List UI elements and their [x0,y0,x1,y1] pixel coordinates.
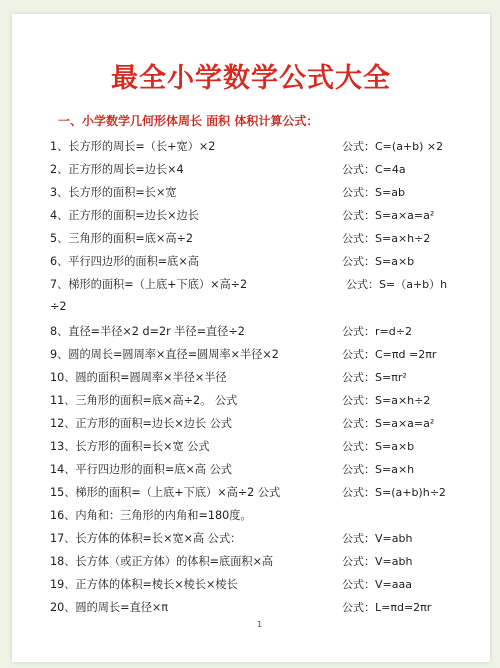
formula-line-14: 14、平行四边形的面积=底×高 公式 [50,463,232,476]
formula-line-18: 18、长方体（或正方体）的体积=底面积×高 [50,555,274,568]
formula-line-7: 7、梯形的面积=（上底+下底）×高÷2 [50,278,248,291]
formula-line-16: 16、内角和：三角形的内角和=180度。 [50,509,252,522]
formula-expression-8: 公式：r=d÷2 [342,325,412,338]
formula-line-20: 20、圆的周长=直径×π [50,601,169,614]
formula-expression-7: 公式：S=（a+b）h [346,278,448,291]
formula-line-17: 17、长方体的体积=长×宽×高 公式： [50,532,242,545]
formula-expression-2: 公式：C=4a [342,163,406,176]
formula-expression-6: 公式：S=a×b [342,255,415,268]
formula-line-9: 9、圆的周长=圆周率×直径=圆周率×半径×2 [50,348,279,361]
formula-expression-11: 公式：S=a×h÷2 [342,394,431,407]
formula-continuation: ÷2 [50,300,67,313]
formula-line-2: 2、正方形的周长=边长×4 [50,163,184,176]
formula-expression-20: 公式：L=πd=2πr [342,601,432,614]
page-title: 最全小学数学公式大全 [111,63,391,94]
formula-expression-10: 公式：S=πr² [342,371,407,384]
formula-line-15: 15、梯形的面积=（上底+下底）×高÷2 公式 [50,486,281,499]
document-page [12,14,490,662]
formula-expression-5: 公式：S=a×h÷2 [342,232,431,245]
formula-expression-15: 公式：S=(a+b)h÷2 [342,486,446,499]
formula-expression-14: 公式：S=a×h [342,463,415,476]
formula-line-19: 19、正方体的体积=棱长×棱长×棱长 [50,578,238,591]
formula-expression-12: 公式：S=a×a=a² [342,417,435,430]
formula-expression-4: 公式：S=a×a=a² [342,209,435,222]
formula-expression-1: 公式：C=(a+b) ×2 [342,140,444,153]
formula-line-3: 3、长方形的面积=长×宽 [50,186,177,199]
formula-line-13: 13、长方形的面积=长×宽 公式 [50,440,210,453]
formula-line-10: 10、圆的面积=圆周率×半径×半径 [50,371,227,384]
formula-expression-19: 公式：V=aaa [342,578,412,591]
formula-line-11: 11、三角形的面积=底×高÷2。 公式 [50,394,238,407]
formula-line-8: 8、直径=半径×2 d=2r 半径=直径÷2 [50,325,245,338]
formula-line-5: 5、三角形的面积=底×高÷2 [50,232,194,245]
formula-line-1: 1、长方形的周长=（长+宽）×2 [50,140,216,153]
formula-line-4: 4、正方形的面积=边长×边长 [50,209,199,222]
formula-expression-18: 公式：V=abh [342,555,413,568]
formula-expression-3: 公式：S=ab [342,186,405,199]
section-heading: 一、小学数学几何形体周长 面积 体积计算公式： [58,114,319,128]
formula-expression-9: 公式：C=πd =2πr [342,348,437,361]
page-number: 1 [257,620,263,629]
formula-expression-13: 公式：S=a×b [342,440,415,453]
formula-line-6: 6、平行四边形的面积=底×高 [50,255,199,268]
formula-expression-17: 公式：V=abh [342,532,413,545]
formula-line-12: 12、正方形的面积=边长×边长 公式 [50,417,232,430]
